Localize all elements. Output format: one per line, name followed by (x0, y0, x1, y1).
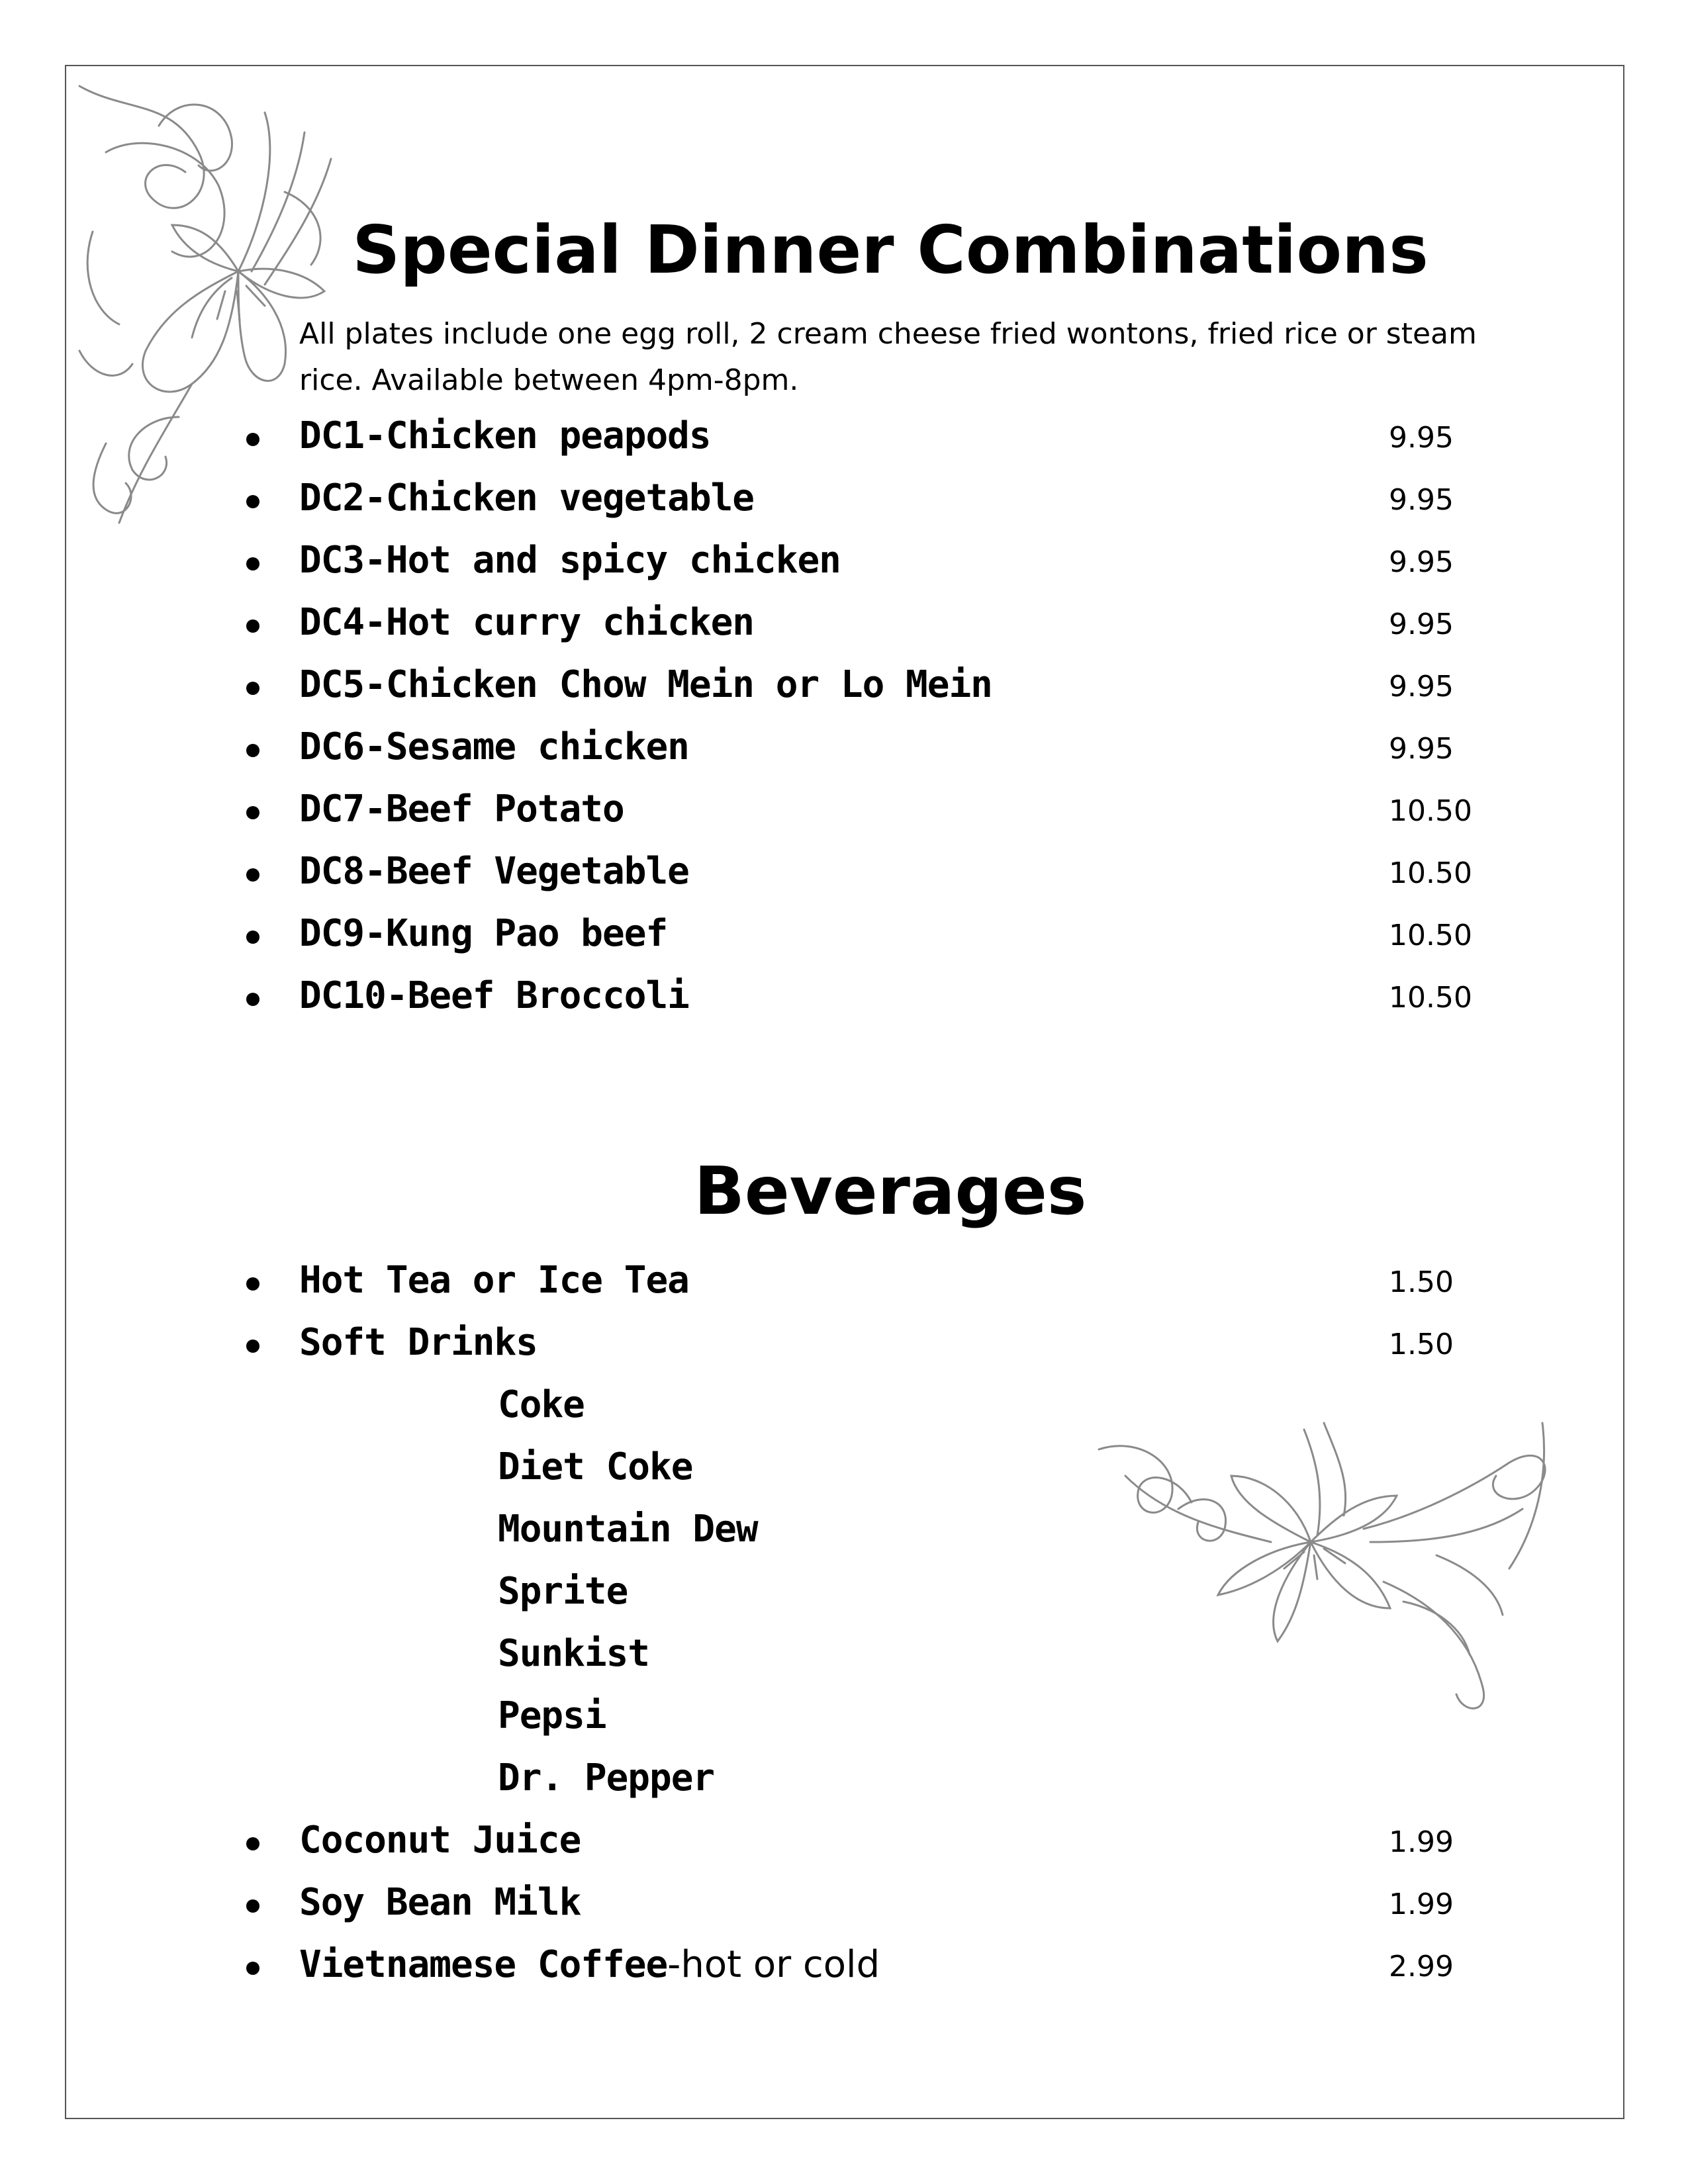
menu-item (0, 1312, 1688, 1374)
menu-item (0, 1934, 1688, 1996)
bullet-icon (246, 682, 259, 695)
item-name: DC9-Kung Pao beef (299, 912, 668, 955)
dinner-intro (299, 311, 1491, 404)
item-name: DC8-Beef Vegetable (299, 850, 689, 893)
item-price: 9.95 (1389, 545, 1454, 579)
menu-item (0, 592, 1688, 654)
menu-item (0, 1250, 1688, 1312)
soft-drink-name: Sunkist (498, 1632, 650, 1675)
item-price: 10.50 (1389, 919, 1472, 952)
item-name: DC1-Chicken peapods (299, 414, 711, 457)
item-price: 1.50 (1389, 1328, 1454, 1361)
item-name-suffix: -hot or cold (667, 1943, 880, 1986)
bullet-icon (246, 1340, 259, 1353)
item-name: DC7-Beef Potato (299, 788, 624, 831)
bullet-icon (246, 495, 259, 508)
item-name: Coconut Juice (299, 1819, 581, 1862)
bullet-icon (246, 557, 259, 570)
item-price: 1.99 (1389, 1825, 1454, 1859)
item-price: 2.99 (1389, 1950, 1454, 1983)
bullet-icon (246, 931, 259, 944)
item-name: DC6-Sesame chicken (299, 725, 689, 768)
item-name (299, 1942, 880, 1988)
item-name-main: Vietnamese Coffee (299, 1943, 668, 1986)
soft-drink-option (0, 1685, 1688, 1747)
soft-drink-name: Coke (498, 1383, 585, 1426)
item-name: Hot Tea or Ice Tea (299, 1259, 689, 1302)
item-price: 9.95 (1389, 421, 1454, 455)
bullet-icon (246, 1837, 259, 1850)
menu-item (0, 778, 1688, 841)
soft-drink-option (0, 1747, 1688, 1809)
soft-drink-option (0, 1561, 1688, 1623)
item-price: 1.50 (1389, 1265, 1454, 1299)
intro-line: rice. Available between 4pm-8pm. (299, 363, 799, 397)
bullet-icon (246, 993, 259, 1006)
item-price: 1.99 (1389, 1888, 1454, 1921)
soft-drink-name: Sprite (498, 1570, 628, 1613)
item-name: DC10-Beef Broccoli (299, 974, 689, 1017)
item-price: 9.95 (1389, 732, 1454, 766)
bullet-icon (246, 744, 259, 757)
item-name: DC3-Hot and spicy chicken (299, 539, 841, 582)
item-price: 10.50 (1389, 794, 1472, 828)
soft-drink-name: Diet Coke (498, 1445, 693, 1488)
menu-item (0, 903, 1688, 965)
item-price: 10.50 (1389, 981, 1472, 1015)
bullet-icon (246, 1277, 259, 1291)
item-price: 9.95 (1389, 670, 1454, 704)
menu-item (0, 841, 1688, 903)
section-title-beverages: Beverages (694, 1152, 1087, 1230)
bullet-icon (246, 433, 259, 446)
bullet-icon (246, 1899, 259, 1913)
menu-item (0, 467, 1688, 529)
soft-drink-option (0, 1436, 1688, 1498)
menu-item (0, 529, 1688, 592)
item-name: Soy Bean Milk (299, 1881, 581, 1924)
item-name: DC4-Hot curry chicken (299, 601, 755, 644)
intro-line: All plates include one egg roll, 2 cream cheese fried wontons, fried rice or steam (299, 317, 1477, 351)
soft-drink-name: Pepsi (498, 1694, 606, 1737)
section-title-dinner: Special Dinner Combinations (352, 211, 1429, 289)
bullet-icon (246, 1962, 259, 1975)
soft-drink-name: Dr. Pepper (498, 1756, 715, 1799)
item-price: 10.50 (1389, 856, 1472, 890)
soft-drink-option (0, 1498, 1688, 1561)
menu-item (0, 654, 1688, 716)
menu-item (0, 405, 1688, 467)
bullet-icon (246, 806, 259, 819)
item-price: 9.95 (1389, 608, 1454, 641)
menu-item (0, 716, 1688, 778)
item-name: DC5-Chicken Chow Mein or Lo Mein (299, 663, 992, 706)
menu-item (0, 1809, 1688, 1872)
item-name: Soft Drinks (299, 1321, 538, 1364)
soft-drink-option (0, 1374, 1688, 1436)
soft-drink-option (0, 1623, 1688, 1685)
bullet-icon (246, 868, 259, 882)
menu-item (0, 1872, 1688, 1934)
bullet-icon (246, 619, 259, 633)
menu-item (0, 965, 1688, 1027)
item-name: DC2-Chicken vegetable (299, 477, 755, 520)
item-price: 9.95 (1389, 483, 1454, 517)
soft-drink-name: Mountain Dew (498, 1508, 758, 1551)
